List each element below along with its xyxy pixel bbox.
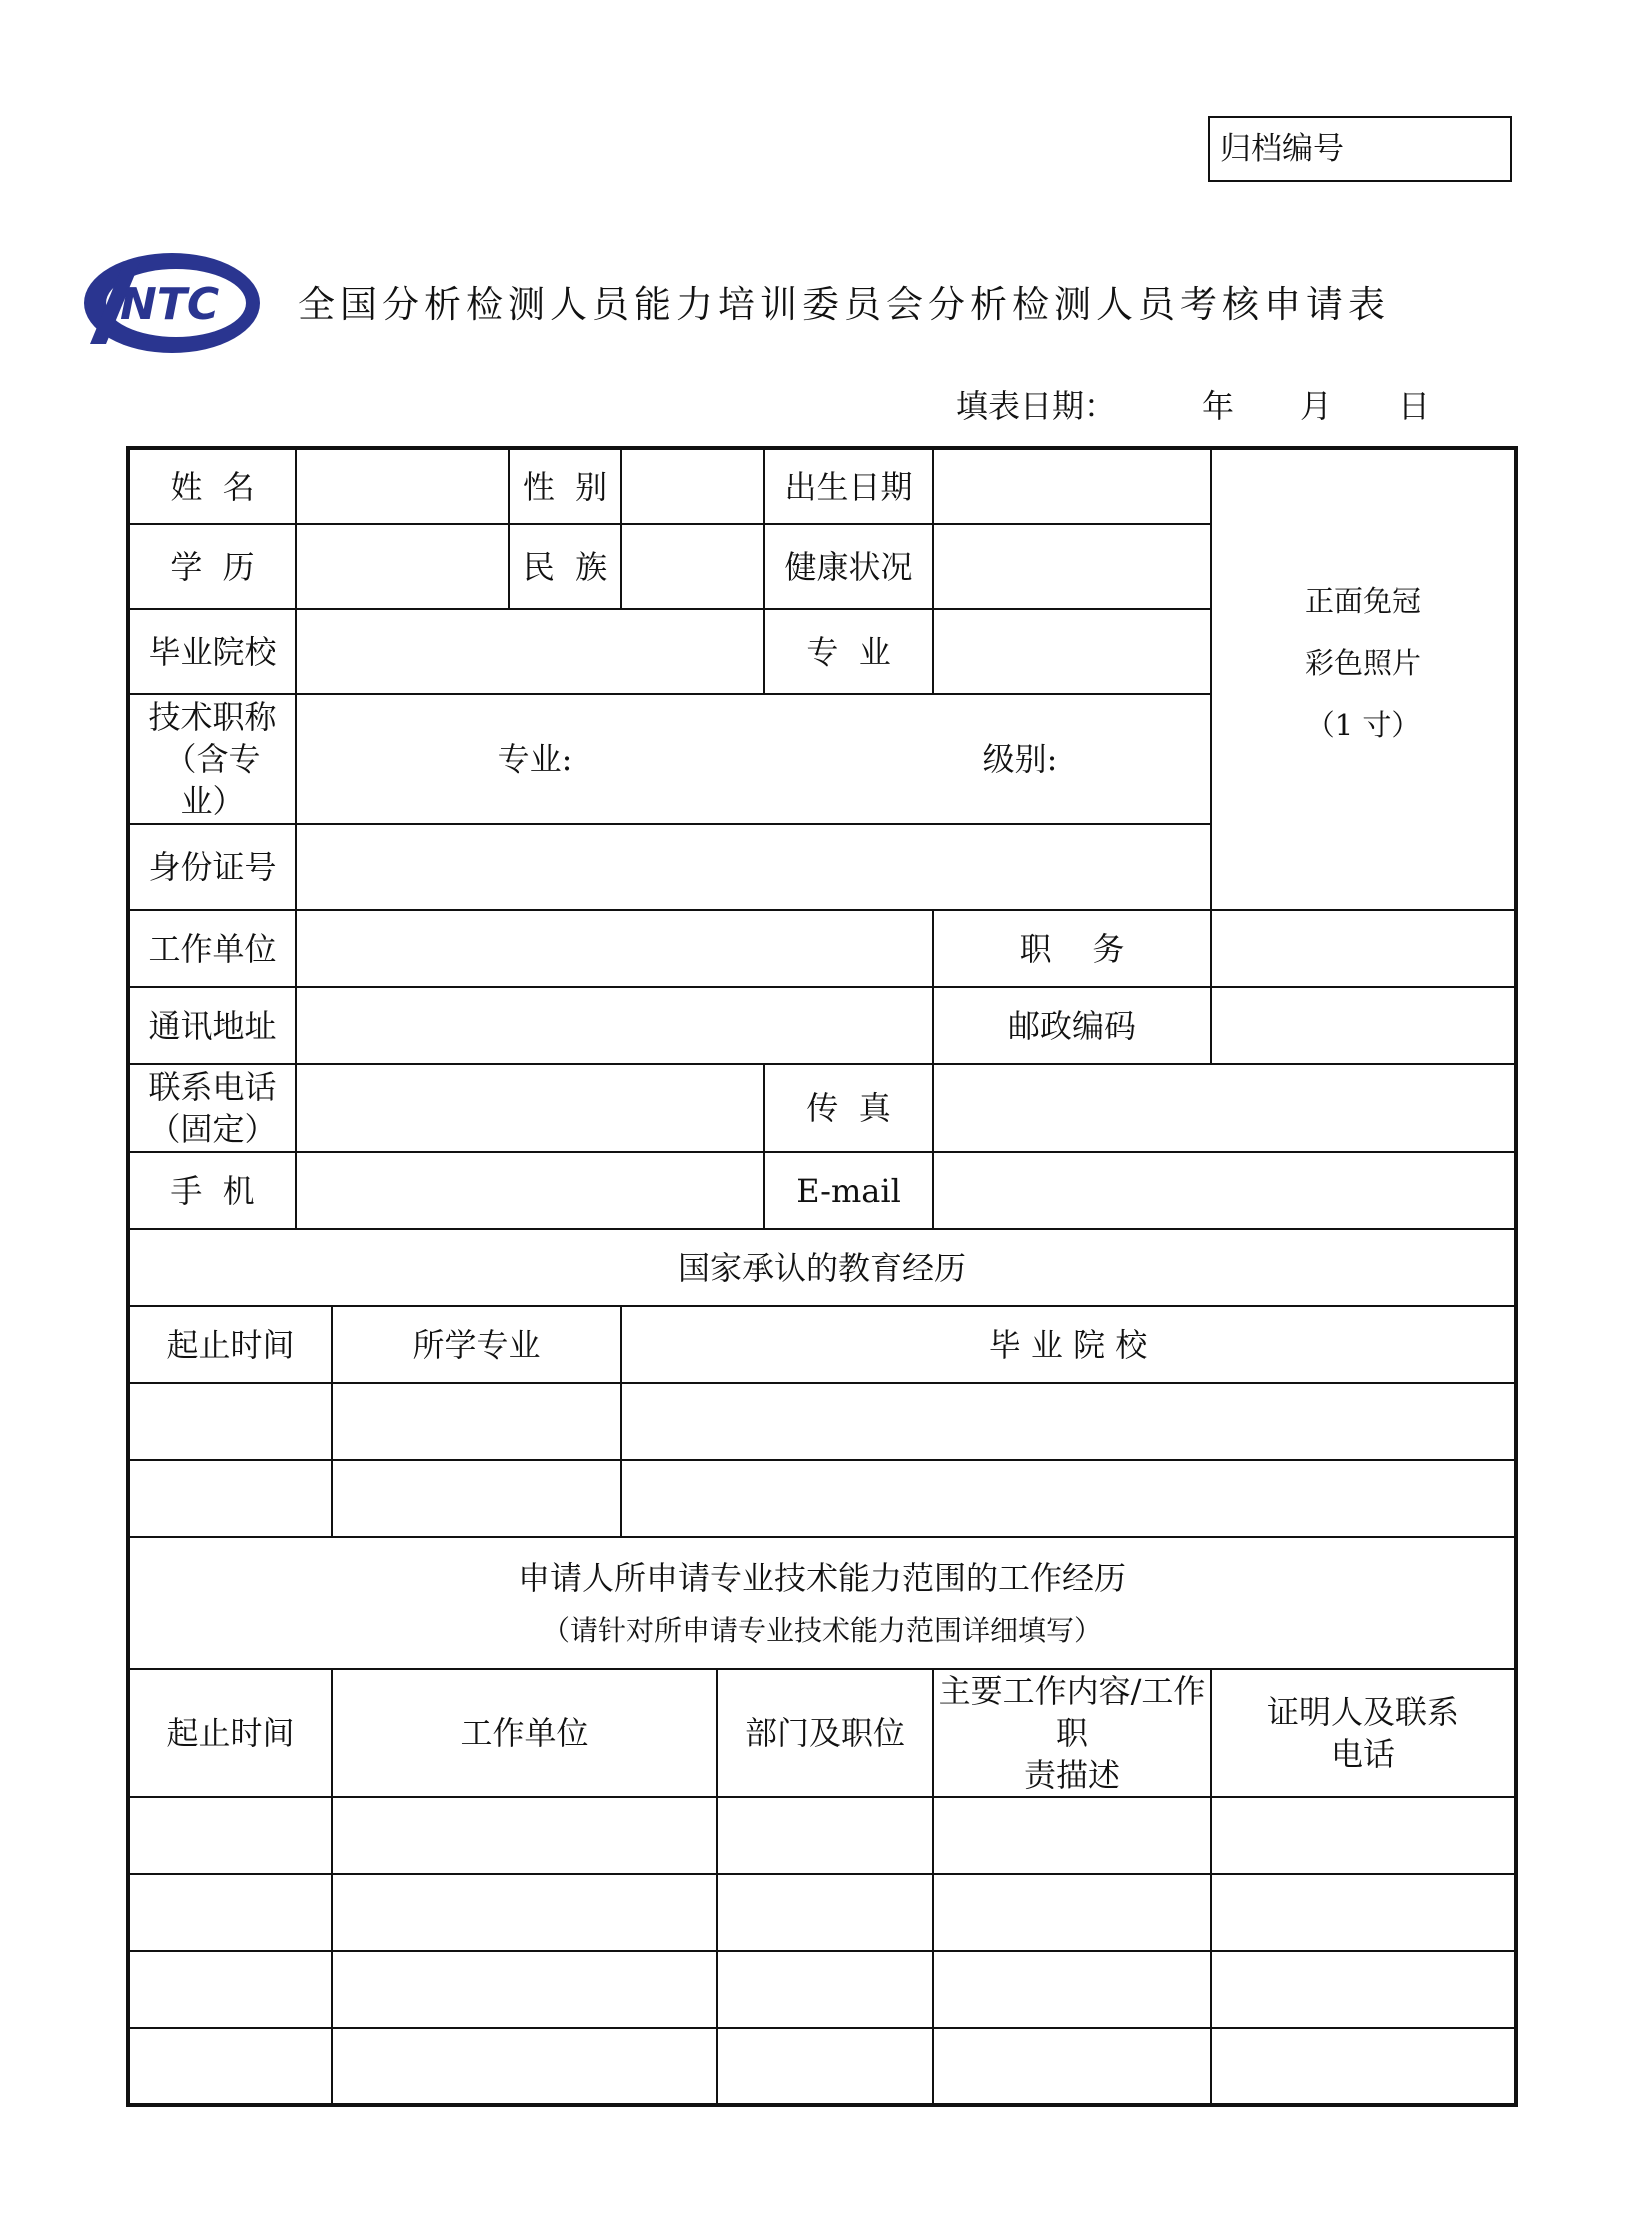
education-row [128,1460,1516,1537]
work-content-cell[interactable] [933,2028,1211,2105]
edu-school-cell[interactable] [621,1383,1516,1460]
row-work-heading [128,1537,1516,1669]
health-label: 健康状况 [764,524,933,609]
archive-number-label: 归档编号 [1220,131,1344,167]
row-name [128,448,1516,524]
row-education-columns [128,1306,1516,1383]
work-row [128,1874,1516,1951]
edu-school-cell[interactable] [621,1460,1516,1537]
edu-col-school: 毕 业 院 校 [621,1306,1516,1383]
work-row [128,2028,1516,2105]
work-period-cell[interactable] [128,1797,332,1874]
postcode-field[interactable] [1211,987,1516,1064]
work-col-period: 起止时间 [128,1669,332,1797]
svg-text:NTC: NTC [120,279,220,330]
major-field[interactable] [933,609,1211,694]
work-row [128,1951,1516,2028]
work-unit-field[interactable] [296,910,933,987]
birth-date-label: 出生日期 [764,448,933,524]
row-work-columns [128,1669,1516,1797]
work-period-cell[interactable] [128,1951,332,2028]
date-year-label: 年 [1202,387,1235,425]
edu-period-cell[interactable] [128,1383,332,1460]
ntc-logo [72,248,264,358]
photo-instruction-1: 正面免冠 [1305,584,1422,618]
form-title: 全国分析检测人员能力培训委员会分析检测人员考核申请表 [298,283,1390,326]
school-field[interactable] [296,609,764,694]
tech-title-level-label: 级别: [982,740,1058,778]
work-period-cell[interactable] [128,1874,332,1951]
birth-date-field[interactable] [933,448,1211,524]
work-unit-label: 工作单位 [128,910,296,987]
row-mobile [128,1152,1516,1229]
work-content-cell[interactable] [933,1797,1211,1874]
edu-major-cell[interactable] [332,1383,621,1460]
work-dept-cell[interactable] [717,1874,933,1951]
work-contact-cell[interactable] [1211,1951,1516,2028]
education-section-heading: 国家承认的教育经历 [128,1229,1516,1306]
gender-label: 性 别 [509,448,621,524]
application-form-table [126,446,1518,2107]
row-phone [128,1064,1516,1152]
work-contact-cell[interactable] [1211,2028,1516,2105]
name-field[interactable] [296,448,509,524]
row-education-heading [128,1229,1516,1306]
work-col-content: 主要工作内容/工作职 责描述 [933,1669,1211,1797]
date-day-label: 日 [1398,387,1431,425]
education-field[interactable] [296,524,509,609]
work-content-cell[interactable] [933,1951,1211,2028]
name-label: 姓 名 [128,448,296,524]
work-content-cell[interactable] [933,1874,1211,1951]
education-row [128,1383,1516,1460]
id-number-label: 身份证号 [128,824,296,910]
work-col-dept: 部门及职位 [717,1669,933,1797]
work-section-heading [128,1537,1516,1669]
fax-field[interactable] [933,1064,1516,1152]
edu-col-period: 起止时间 [128,1306,332,1383]
major-label: 专 业 [764,609,933,694]
education-label: 学 历 [128,524,296,609]
work-period-cell[interactable] [128,2028,332,2105]
ethnicity-field[interactable] [621,524,764,609]
work-unit-cell[interactable] [332,1797,717,1874]
edu-col-major: 所学专业 [332,1306,621,1383]
row-address [128,987,1516,1064]
school-label: 毕业院校 [128,609,296,694]
photo-instruction-2: 彩色照片 [1305,646,1422,680]
fax-label: 传 真 [764,1064,933,1152]
address-label: 通讯地址 [128,987,296,1064]
address-field[interactable] [296,987,933,1064]
work-section-title: 申请人所申请专业技术能力范围的工作经历 [518,1559,1127,1597]
position-label: 职 务 [933,910,1211,987]
row-work-unit [128,910,1516,987]
edu-period-cell[interactable] [128,1460,332,1537]
position-field[interactable] [1211,910,1516,987]
tech-title-major-label: 专业: [497,740,573,778]
work-contact-cell[interactable] [1211,1874,1516,1951]
phone-field[interactable] [296,1064,764,1152]
id-number-field[interactable] [296,824,1211,910]
email-label: E-mail [764,1152,933,1229]
date-label: 填表日期： [956,387,1117,425]
date-month-label: 月 [1300,387,1333,425]
work-unit-cell[interactable] [332,2028,717,2105]
work-contact-cell[interactable] [1211,1797,1516,1874]
email-field[interactable] [933,1152,1516,1229]
work-section-subtitle: （请针对所申请专业技术能力范围详细填写） [542,1614,1103,1647]
work-col-contact: 证明人及联系 电话 [1211,1669,1516,1797]
mobile-field[interactable] [296,1152,764,1229]
phone-label: 联系电话 （固定） [128,1064,296,1152]
work-col-unit: 工作单位 [332,1669,717,1797]
photo-box[interactable] [1211,448,1516,910]
gender-field[interactable] [621,448,764,524]
postcode-label: 邮政编码 [933,987,1211,1064]
tech-title-label: 技术职称 （含专 业） [128,694,296,824]
photo-instruction-3: （1 寸） [1305,708,1421,742]
edu-major-cell[interactable] [332,1460,621,1537]
work-unit-cell[interactable] [332,1874,717,1951]
archive-number-box[interactable] [1208,116,1512,182]
work-row [128,1797,1516,1874]
work-dept-cell[interactable] [717,1797,933,1874]
work-unit-cell[interactable] [332,1951,717,2028]
health-field[interactable] [933,524,1211,609]
work-dept-cell[interactable] [717,1951,933,2028]
mobile-label: 手 机 [128,1152,296,1229]
tech-title-field[interactable] [296,694,1211,824]
ethnicity-label: 民 族 [509,524,621,609]
work-dept-cell[interactable] [717,2028,933,2105]
